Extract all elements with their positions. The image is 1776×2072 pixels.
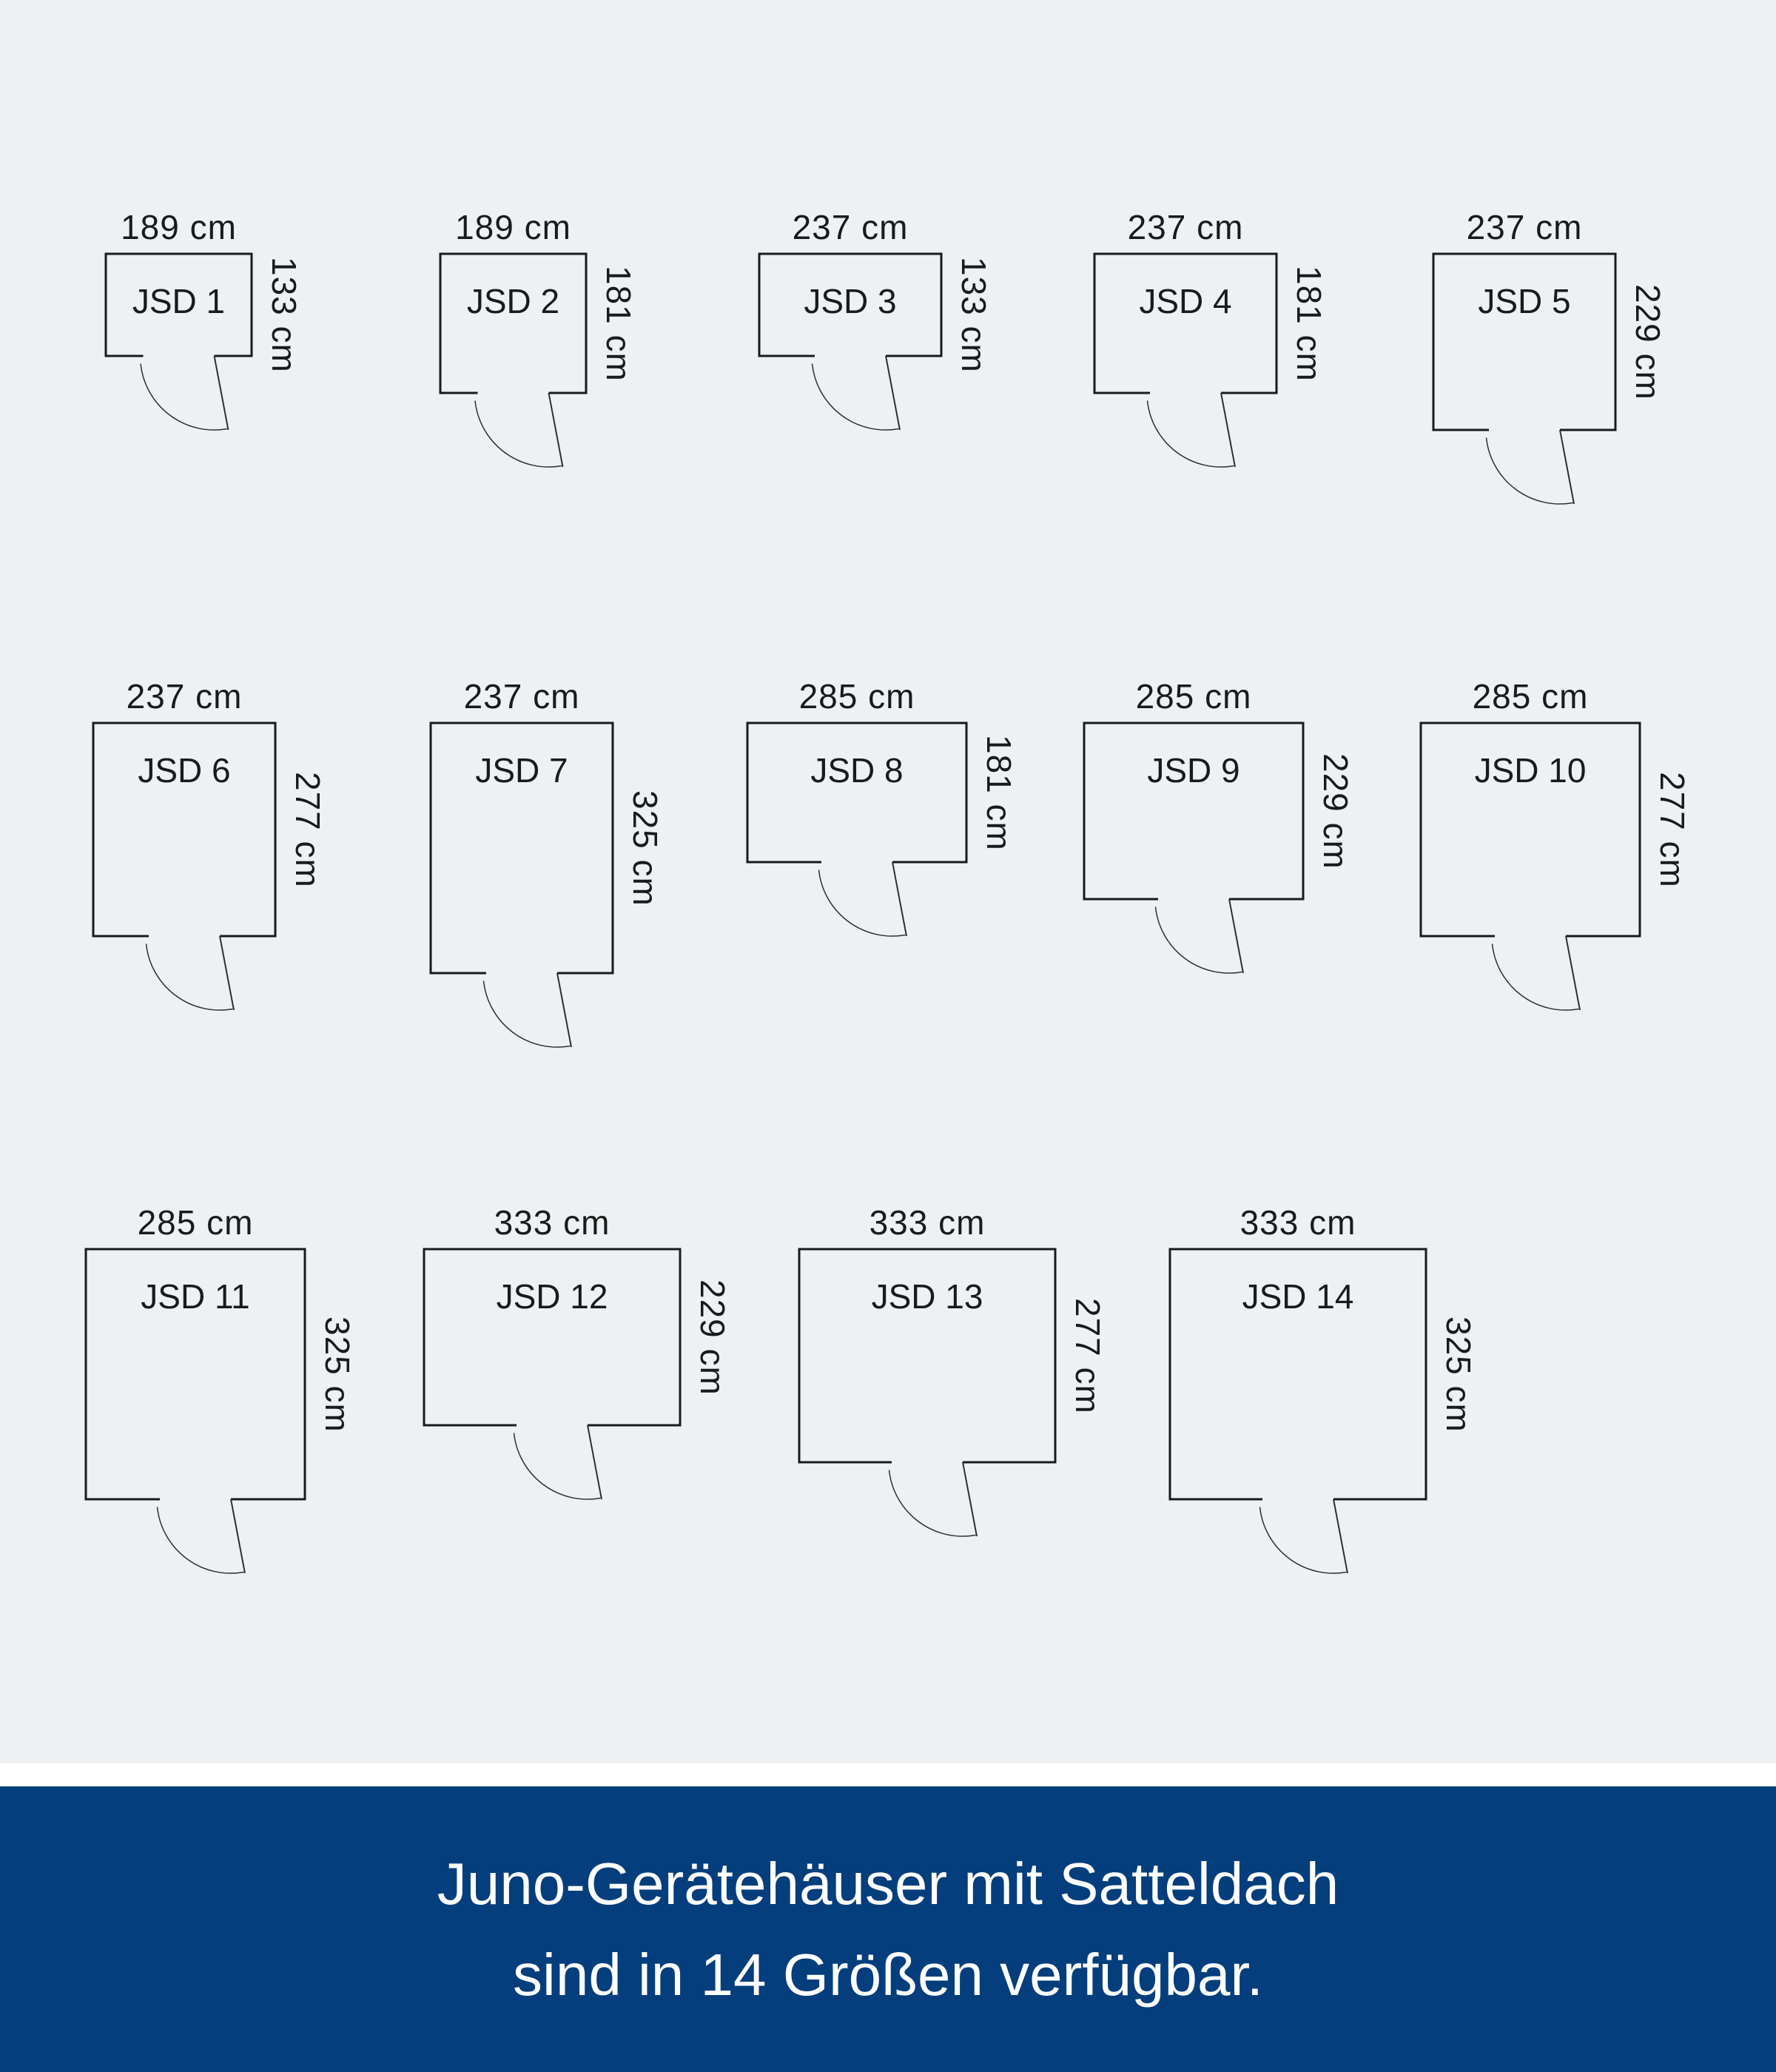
door-swing-arc [889,1470,976,1536]
door-leaf [220,936,234,1010]
shed-name-jsd-13: JSD 13 [871,1277,983,1316]
width-dimension-jsd-9: 285 cm [1135,677,1252,716]
shed-name-jsd-10: JSD 10 [1474,751,1587,790]
shed-name-jsd-5: JSD 5 [1478,282,1571,320]
width-dimension-jsd-13: 333 cm [869,1203,986,1242]
height-dimension-jsd-13: 277 cm [1069,1297,1107,1414]
caption-banner [0,1786,1776,2072]
door-leaf [1560,430,1574,504]
width-dimension-jsd-5: 237 cm [1466,208,1583,246]
door-swing-arc [475,400,562,467]
door-leaf [1333,1499,1348,1573]
width-dimension-jsd-14: 333 cm [1240,1203,1356,1242]
width-dimension-jsd-10: 285 cm [1472,677,1589,716]
width-dimension-jsd-1: 189 cm [121,208,237,246]
door-swing-arc [484,980,571,1047]
height-dimension-jsd-1: 133 cm [265,257,303,373]
door-swing-arc [141,363,227,430]
floor-plan-jsd-1 [104,252,254,439]
door-leaf [892,862,906,936]
door-swing-arc [147,944,233,1010]
shed-walls [1094,254,1276,393]
caption-line2: sind in 14 Größen verfügbar. [513,1942,1263,2008]
shed-name-jsd-9: JSD 9 [1147,751,1240,790]
shed-walls [1433,254,1615,430]
shed-name-jsd-4: JSD 4 [1139,282,1232,320]
height-dimension-jsd-11: 325 cm [318,1316,357,1433]
shed-name-jsd-3: JSD 3 [804,282,897,320]
door-swing-arc [1493,944,1579,1010]
door-leaf [588,1425,602,1499]
door-leaf [557,973,571,1047]
width-dimension-jsd-11: 285 cm [137,1203,254,1242]
divider-strip [0,1763,1776,1786]
door-leaf [1229,899,1243,973]
height-dimension-jsd-7: 325 cm [626,790,665,906]
width-dimension-jsd-8: 285 cm [798,677,915,716]
door-swing-arc [514,1433,601,1499]
width-dimension-jsd-7: 237 cm [463,677,580,716]
shed-name-jsd-2: JSD 2 [466,282,560,320]
door-leaf [1221,393,1235,467]
height-dimension-jsd-2: 181 cm [599,265,638,382]
height-dimension-jsd-12: 229 cm [693,1279,732,1396]
door-leaf [215,356,229,430]
door-leaf [886,356,900,430]
door-swing-arc [1148,400,1234,467]
door-leaf [231,1499,245,1573]
door-swing-arc [1260,1507,1347,1573]
door-swing-arc [158,1507,244,1573]
width-dimension-jsd-2: 189 cm [455,208,571,246]
height-dimension-jsd-10: 277 cm [1653,771,1692,888]
door-swing-arc [1487,437,1573,504]
width-dimension-jsd-6: 237 cm [126,677,243,716]
shed-walls [747,723,966,862]
height-dimension-jsd-6: 277 cm [289,771,327,888]
door-swing-arc [1156,906,1242,973]
floor-plan-jsd-3 [757,252,944,439]
shed-name-jsd-8: JSD 8 [810,751,904,790]
height-dimension-jsd-14: 325 cm [1439,1316,1478,1433]
shed-walls [440,254,586,393]
shed-name-jsd-11: JSD 11 [141,1277,250,1316]
door-swing-arc [813,363,899,430]
shed-name-jsd-14: JSD 14 [1242,1277,1354,1316]
shed-walls [424,1249,680,1425]
shed-name-jsd-1: JSD 1 [132,282,226,320]
shed-name-jsd-7: JSD 7 [475,751,568,790]
door-leaf [549,393,563,467]
height-dimension-jsd-3: 133 cm [955,257,993,373]
door-leaf [963,1462,977,1536]
height-dimension-jsd-8: 181 cm [980,734,1018,851]
height-dimension-jsd-4: 181 cm [1290,265,1328,382]
shed-name-jsd-12: JSD 12 [496,1277,608,1316]
width-dimension-jsd-12: 333 cm [494,1203,610,1242]
door-leaf [1566,936,1580,1010]
caption-line1: Juno-Gerätehäuser mit Satteldach [437,1851,1339,1917]
door-swing-arc [819,870,906,936]
width-dimension-jsd-3: 237 cm [792,208,909,246]
height-dimension-jsd-5: 229 cm [1629,283,1667,400]
shed-walls [1084,723,1303,899]
width-dimension-jsd-4: 237 cm [1127,208,1244,246]
height-dimension-jsd-9: 229 cm [1316,753,1355,870]
shed-name-jsd-6: JSD 6 [138,751,231,790]
